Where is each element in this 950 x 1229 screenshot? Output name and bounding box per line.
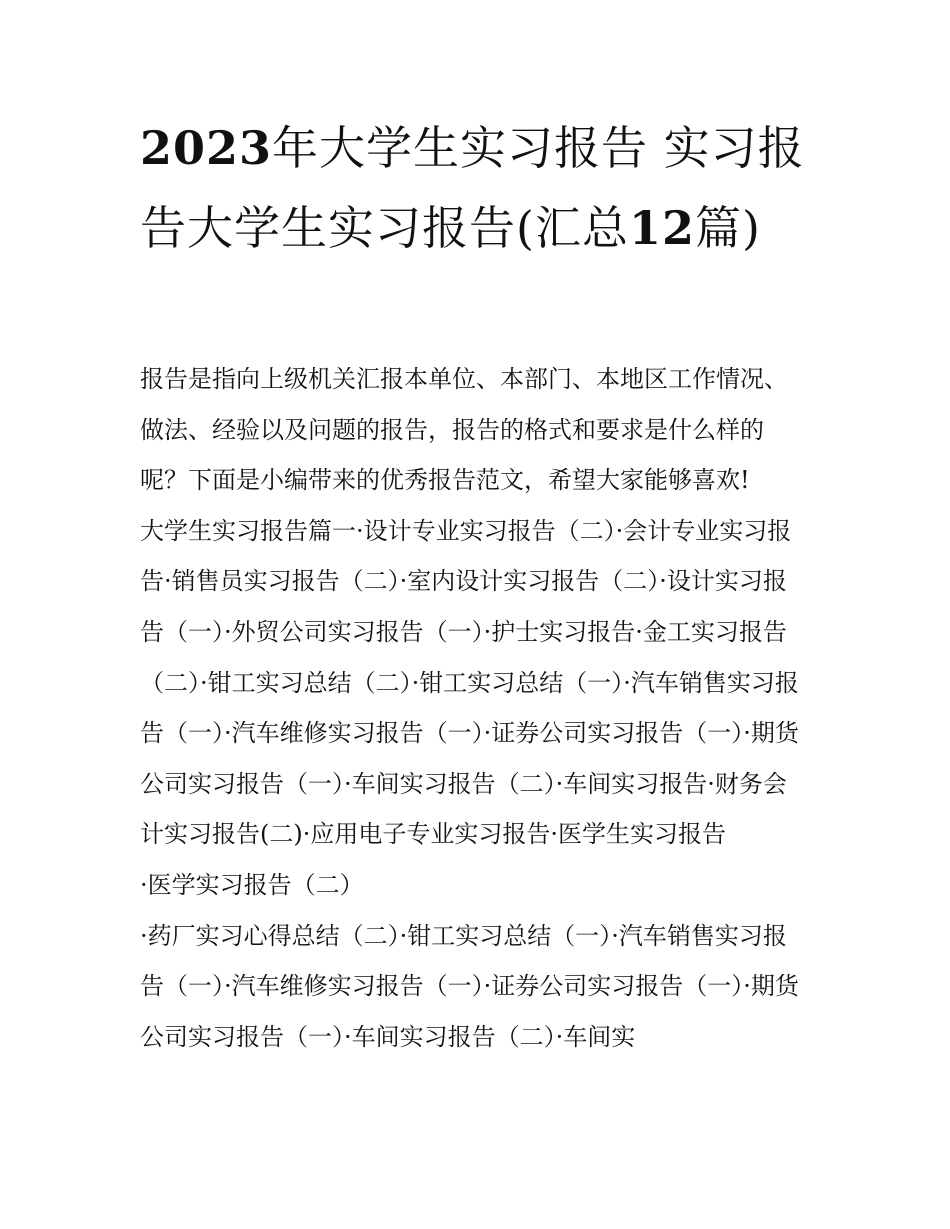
document-body xyxy=(140,354,805,1062)
contents-line-medical: ·医学实习报告（二） xyxy=(140,870,364,899)
contents-paragraph-continued: ·药厂实习心得总结（二）·钳工实习总结（一）·汽车销售实习报告（一）·汽车维修实习报告（一）·证券公司实习报告（一）·期货公司实习报告（一）·车间实习报告（二）·车间实 xyxy=(140,921,799,1051)
contents-paragraph: 大学生实习报告篇一·设计专业实习报告（二）·会计专业实习报告·销售员实习报告（二）·室内设计实习报告（二）·设计实习报告（一）·外贸公司实习报告（一）·护士实习报告·金工实习报告（二）·钳工实习总结（二）·钳工实习总结（一）·汽车销售实习报告（一）·汽车维修实习报告（一）·证券公司实习报告（一）·期货公司实习报告（一）·车间实习报告（二）·车间实习报告·财务会计实习报告(二)·应用电子专业实习报告·医学生实习报告 xyxy=(140,516,799,849)
intro-paragraph: 报告是指向上级机关汇报本单位、本部门、本地区工作情况、做法、经验以及问题的报告，报告的格式和要求是什么样的呢？下面是小编带来的优秀报告范文，希望大家能够喜欢! xyxy=(140,365,788,495)
document-title: 2023年大学生实习报告 实习报告大学生实习报告(汇总12篇) xyxy=(140,121,805,255)
